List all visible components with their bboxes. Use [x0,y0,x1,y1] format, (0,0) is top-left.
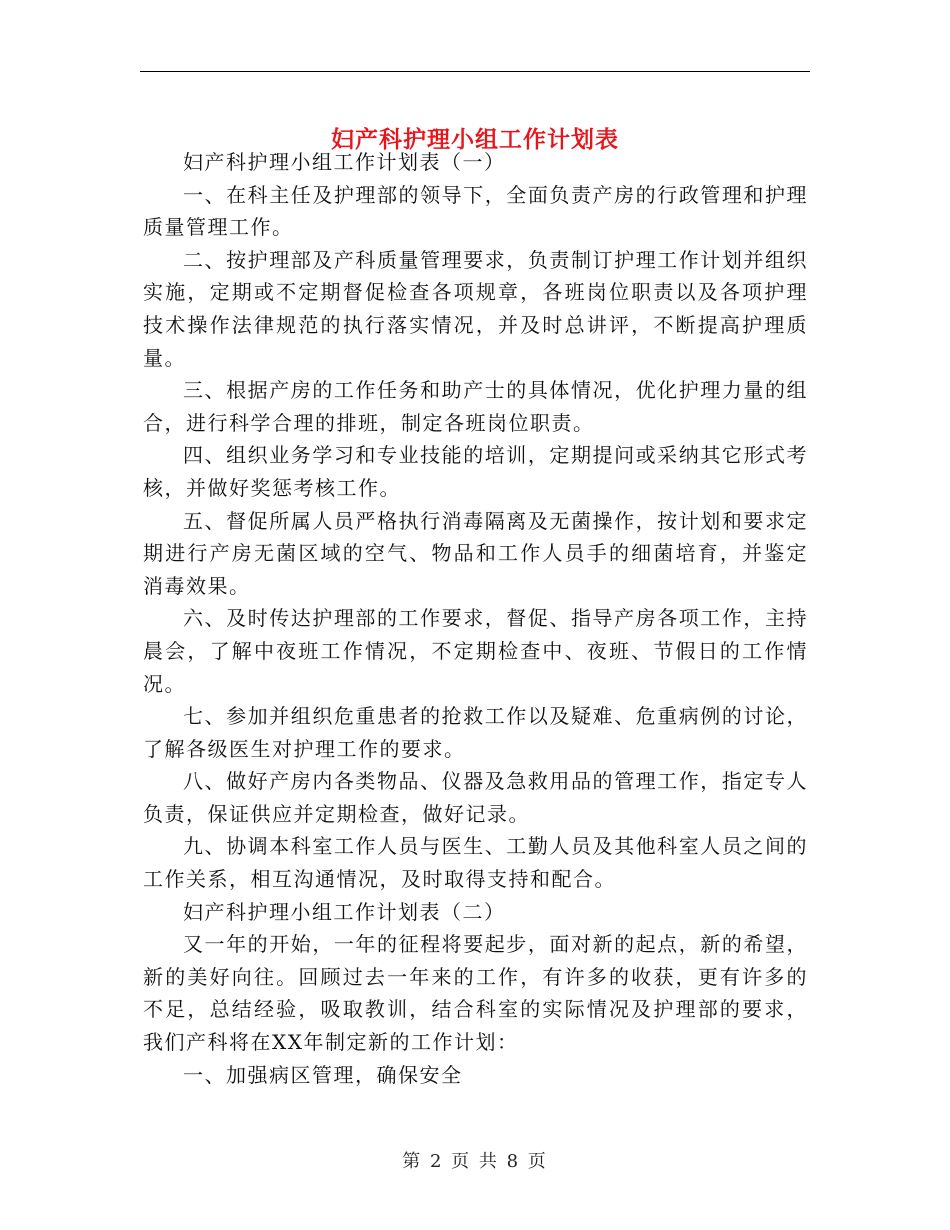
paragraph: 三、根据产房的工作任务和助产士的具体情况，优化护理力量的组合，进行科学合理的排班，制定各班岗位职责。 [143,378,808,435]
paragraph: 八、做好产房内各类物品、仪器及急救用品的管理工作，指定专人负责，保证供应并定期检查，做好记录。 [143,769,808,826]
header-rule [140,71,810,72]
page-number: 第 2 页 共 8 页 [402,1151,548,1172]
paragraph: 六、及时传达护理部的工作要求，督促、指导产房各项工作，主持晨会，了解中夜班工作情况，不定期检查中、夜班、节假日的工作情况。 [143,606,808,696]
paragraph: 一、在科主任及护理部的领导下，全面负责产房的行政管理和护理质量管理工作。 [143,182,808,240]
section-heading: 妇产科护理小组工作计划表（二） [183,899,506,924]
paragraph: 二、按护理部及产科质量管理要求，负责制订护理工作计划并组织实施，定期或不定期督促检查各项规章，各班岗位职责以及各项护理技术操作法律规范的执行落实情况，并及时总讲评，不断提高护理质量。 [143,247,808,370]
section-heading: 妇产科护理小组工作计划表（一） [183,150,506,174]
document-body [143,146,808,1091]
paragraph: 七、参加并组织危重患者的抢救工作以及疑难、危重病例的讨论，了解各级医生对护理工作的要求。 [143,704,808,761]
paragraph: 五、督促所属人员严格执行消毒隔离及无菌操作，按计划和要求定期进行产房无菌区域的空气、物品和工作人员手的细菌培育，并鉴定消毒效果。 [143,508,808,598]
paragraph: 四、组织业务学习和专业技能的培训，定期提问或采纳其它形式考核，并做好奖惩考核工作。 [143,443,808,500]
paragraph: 又一年的开始，一年的征程将要起步，面对新的起点，新的希望，新的美好向往。回顾过去一年来的工作，有许多的收获，更有许多的不足，总结经验，吸取教训，结合科室的实际情况及护理部的要求，我们产科将在XX年制定新的工作计划： [143,932,808,1055]
paragraph: 九、协调本科室工作人员与医生、工勤人员及其他科室人员之间的工作关系，相互沟通情况，及时取得支持和配合。 [143,834,808,892]
paragraph: 一、加强病区管理，确保安全 [183,1062,463,1087]
document-title: 妇产科护理小组工作计划表 [331,126,619,154]
